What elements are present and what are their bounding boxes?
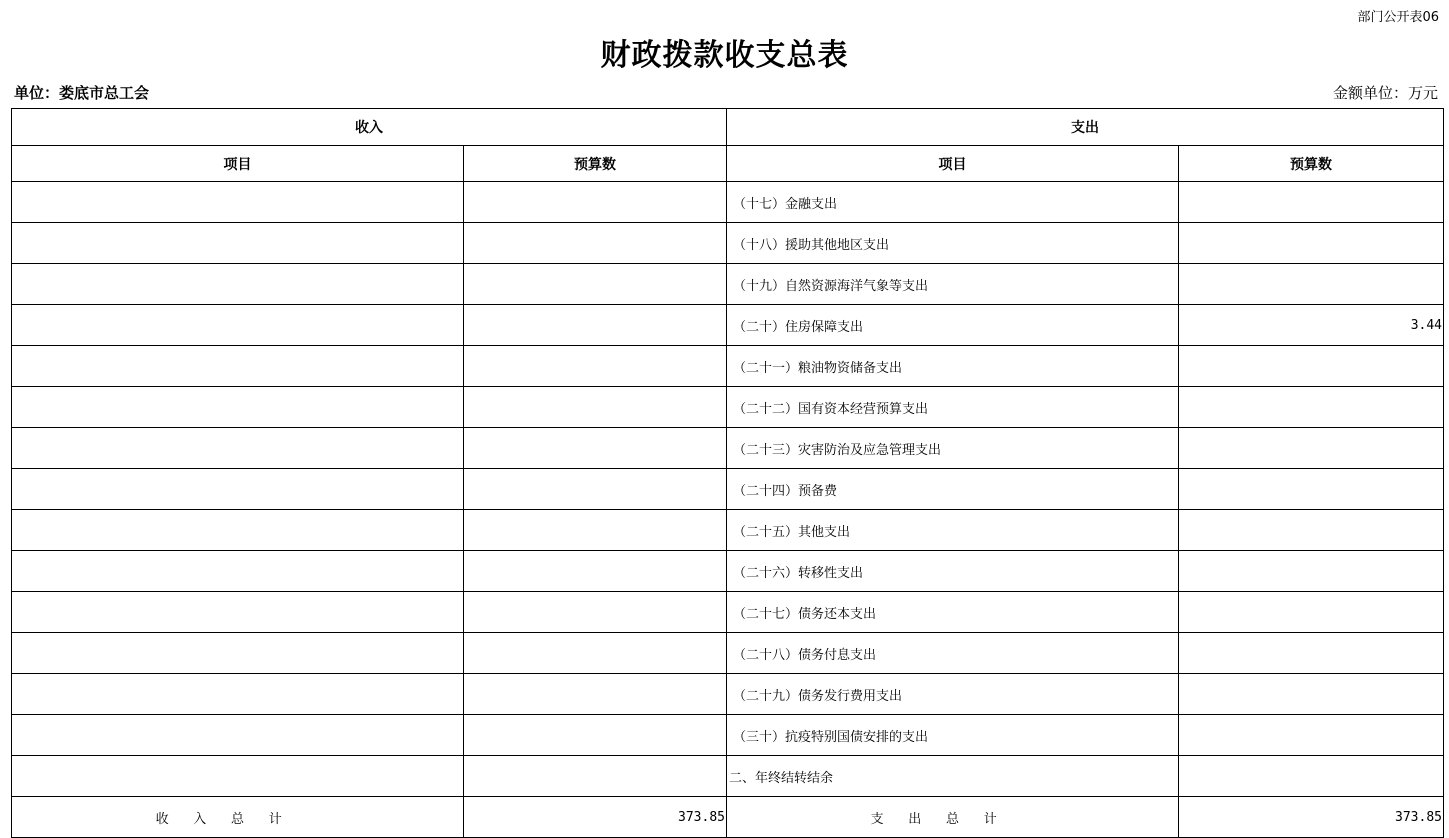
income-item-cell xyxy=(12,428,464,469)
income-item-cell xyxy=(12,387,464,428)
income-item-cell xyxy=(12,510,464,551)
income-item-cell xyxy=(12,223,464,264)
income-item-cell xyxy=(12,551,464,592)
expense-budget-cell xyxy=(1179,592,1444,633)
expense-budget-column-header: 预算数 xyxy=(1179,146,1444,182)
income-budget-cell xyxy=(464,428,727,469)
expense-section-header: 支出 xyxy=(727,109,1444,146)
expense-item-cell: （二十八）债务付息支出 xyxy=(727,633,1179,674)
income-item-column-header: 项目 xyxy=(12,146,464,182)
expense-item-cell: （十七）金融支出 xyxy=(727,182,1179,223)
income-budget-column-header: 预算数 xyxy=(464,146,727,182)
expense-budget-cell xyxy=(1179,633,1444,674)
expense-total-label: 支出总计 xyxy=(727,797,1179,838)
expense-item-cell: （二十三）灾害防治及应急管理支出 xyxy=(727,428,1179,469)
expense-budget-cell: 3.44 xyxy=(1179,305,1444,346)
income-budget-cell xyxy=(464,674,727,715)
expense-budget-cell xyxy=(1179,387,1444,428)
expense-budget-cell xyxy=(1179,551,1444,592)
expense-item-cell: （十九）自然资源海洋气象等支出 xyxy=(727,264,1179,305)
income-item-cell xyxy=(12,469,464,510)
expense-item-cell: （二十五）其他支出 xyxy=(727,510,1179,551)
expense-item-cell: （二十）住房保障支出 xyxy=(727,305,1179,346)
section-header-row xyxy=(12,109,1444,146)
income-budget-cell xyxy=(464,551,727,592)
table-row xyxy=(12,346,1444,387)
expense-item-cell: （二十六）转移性支出 xyxy=(727,551,1179,592)
table-row xyxy=(12,428,1444,469)
income-item-cell xyxy=(12,592,464,633)
table-row xyxy=(12,510,1444,551)
expense-budget-cell xyxy=(1179,346,1444,387)
table-row xyxy=(12,182,1444,223)
expense-budget-cell xyxy=(1179,428,1444,469)
income-section-header: 收入 xyxy=(12,109,727,146)
table-row xyxy=(12,223,1444,264)
income-budget-cell xyxy=(464,387,727,428)
expense-budget-cell xyxy=(1179,715,1444,756)
table-row xyxy=(12,551,1444,592)
income-budget-cell xyxy=(464,633,727,674)
expense-budget-cell xyxy=(1179,182,1444,223)
income-total-value: 373.85 xyxy=(464,797,727,838)
expense-item-cell: （三十）抗疫特别国债安排的支出 xyxy=(727,715,1179,756)
expense-item-cell: （二十一）粮油物资储备支出 xyxy=(727,346,1179,387)
amount-unit: 金额单位：万元 xyxy=(1332,84,1438,102)
expense-total-value: 373.85 xyxy=(1179,797,1444,838)
table-row xyxy=(12,387,1444,428)
income-budget-cell xyxy=(464,756,727,797)
income-item-cell xyxy=(12,633,464,674)
income-item-cell xyxy=(12,715,464,756)
expense-item-column-header: 项目 xyxy=(727,146,1179,182)
expense-item-cell: （二十二）国有资本经营预算支出 xyxy=(727,387,1179,428)
expense-item-cell: （二十七）债务还本支出 xyxy=(727,592,1179,633)
income-item-cell xyxy=(12,756,464,797)
expense-item-cell: （二十四）预备费 xyxy=(727,469,1179,510)
table-body xyxy=(12,109,1444,838)
income-budget-cell xyxy=(464,510,727,551)
table-row xyxy=(12,633,1444,674)
table-row xyxy=(12,674,1444,715)
expense-budget-cell xyxy=(1179,469,1444,510)
income-budget-cell xyxy=(464,715,727,756)
income-total-label: 收入总计 xyxy=(12,797,464,838)
expense-item-cell: 二、年终结转结余 xyxy=(727,756,1179,797)
expense-budget-cell xyxy=(1179,264,1444,305)
income-budget-cell xyxy=(464,264,727,305)
organization-unit: 单位：娄底市总工会 xyxy=(14,84,150,102)
income-budget-cell xyxy=(464,469,727,510)
income-budget-cell xyxy=(464,182,727,223)
expense-budget-cell xyxy=(1179,674,1444,715)
income-item-cell xyxy=(12,674,464,715)
income-budget-cell xyxy=(464,346,727,387)
table-row xyxy=(12,305,1444,346)
income-budget-cell xyxy=(464,592,727,633)
table-row xyxy=(12,469,1444,510)
income-item-cell xyxy=(12,264,464,305)
income-item-cell xyxy=(12,305,464,346)
income-budget-cell xyxy=(464,305,727,346)
table-row xyxy=(12,756,1444,797)
expense-budget-cell xyxy=(1179,510,1444,551)
table-row xyxy=(12,264,1444,305)
form-number: 部门公开表06 xyxy=(1357,10,1439,25)
column-header-row xyxy=(12,146,1444,182)
expense-budget-cell xyxy=(1179,223,1444,264)
expense-item-cell: （十八）援助其他地区支出 xyxy=(727,223,1179,264)
expense-item-cell: （二十九）债务发行费用支出 xyxy=(727,674,1179,715)
income-item-cell xyxy=(12,182,464,223)
totals-row xyxy=(12,797,1444,838)
table-row xyxy=(12,715,1444,756)
table-row xyxy=(12,592,1444,633)
expense-budget-cell xyxy=(1179,756,1444,797)
page-title: 财政拨款收支总表 xyxy=(600,38,849,73)
fiscal-summary-table xyxy=(11,108,1444,838)
income-item-cell xyxy=(12,346,464,387)
income-budget-cell xyxy=(464,223,727,264)
